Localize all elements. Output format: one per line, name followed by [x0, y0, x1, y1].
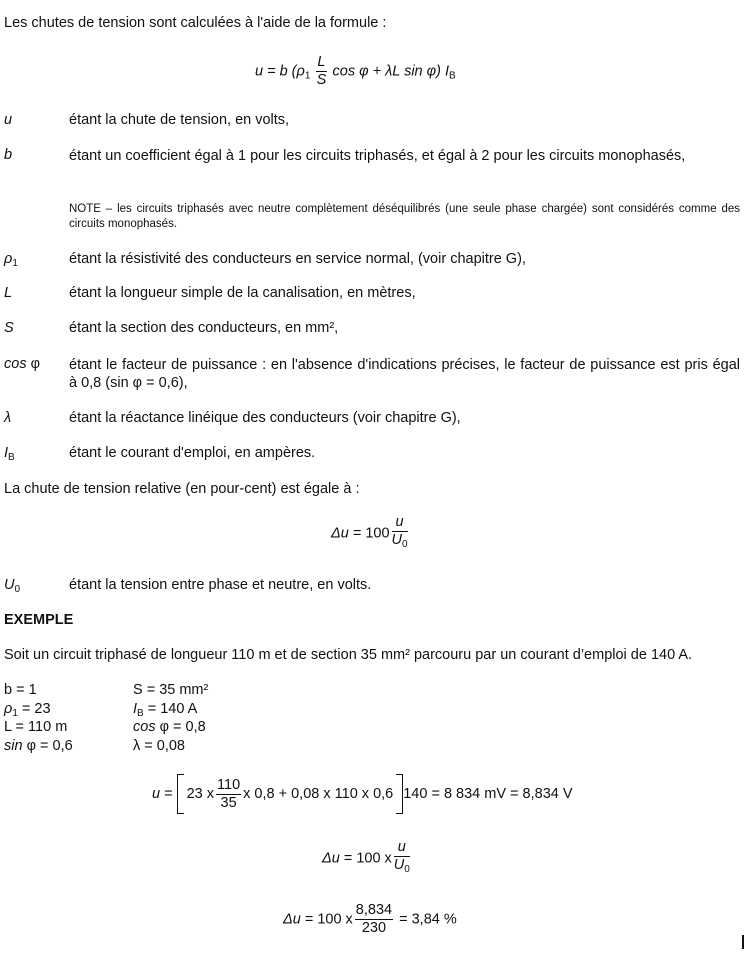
value-lambda: λ = 0,08: [133, 738, 185, 754]
symbol-b: b: [4, 147, 13, 163]
symbol-u: u: [4, 112, 13, 128]
formula-u: u = b ($\rho_1$ $\frac{L}{S}$ cos φ + λL sin φ) $I_B$: [255, 54, 456, 88]
value-cos-phi: cos φ = 0,8: [133, 719, 206, 735]
fraction-u-over-u0-example: $\frac{u}{U_0}$: [393, 839, 410, 875]
note-monophase: NOTE – les circuits triphasés avec neutre complètement déséquilibrés (une seule phase chargée) sont considérés comme des circuits monophasés.: [69, 203, 740, 230]
calc-delta-u-symbolic: Δu = 100 x $\frac{u}{U_0}$: [322, 839, 412, 878]
value-rho1: $\rho_1 = 23$: [4, 701, 51, 719]
definition-u: étant la chute de tension, en volts,: [69, 112, 290, 128]
fraction-110-over-35: $\frac{110}{35}$: [217, 776, 241, 811]
symbol-rho1: $\rho_1$: [4, 251, 18, 269]
example-statement: Soit un circuit triphasé de longueur 110 m et de section 35 mm² parcouru par un courant d’emploi de 140 A.: [4, 647, 693, 663]
fraction-l-over-s: $\frac{L}{S}$: [316, 54, 327, 88]
calc-delta-u-numeric: Δu = 100 x $\frac{8,834}{230}$ = 3,84 %: [283, 902, 457, 936]
left-bracket: [177, 774, 184, 814]
definition-lambda: étant la réactance linéique des conducteurs (voir chapitre G),: [69, 410, 461, 426]
value-S: S = 35 mm²: [133, 682, 209, 698]
relative-intro: La chute de tension relative (en pour-cent) est égale à :: [4, 481, 360, 497]
symbol-cos-phi: cos φ: [4, 356, 41, 372]
value-b: b = 1: [4, 682, 37, 698]
symbol-S: S: [4, 320, 14, 336]
calc-u: u = 23 x $\frac{110}{35}$ x 0,8 + 0,08 x 110 x 0,6 140 = 8 834 mV = 8,834 V: [152, 774, 573, 814]
definition-L: étant la longueur simple de la canalisation, en mètres,: [69, 285, 416, 301]
formula-delta-u: Δu = 100 $\frac{u}{U_0}$: [331, 514, 410, 553]
intro-text: Les chutes de tension sont calculées à l'aide de la formule :: [4, 15, 387, 31]
fraction-u-over-u0: $\frac{u}{U_0}$: [391, 514, 408, 550]
definition-cos-phi: étant le facteur de puissance : en l'absence d'indications précises, le facteur de puissance est pris égal à 0,8 (sin φ = 0,6),: [69, 357, 740, 391]
definition-S: étant la section des conducteurs, en mm²,: [69, 320, 339, 336]
definition-b: étant un coefficient égal à 1 pour les circuits triphasés, et égal à 2 pour les circuits monophasés,: [69, 148, 686, 164]
page-edge-mark: [742, 935, 744, 949]
definition-IB: étant le courant d'emploi, en ampères.: [69, 445, 316, 461]
value-IB: $I_B = 140$ A: [133, 701, 198, 719]
value-L: L = 110 m: [4, 719, 68, 735]
fraction-8834-over-230: $\frac{8,834}{230}$: [355, 902, 393, 936]
definition-U0: étant la tension entre phase et neutre, en volts.: [69, 577, 372, 593]
symbol-IB: $I_B$: [4, 445, 15, 463]
definition-rho1: étant la résistivité des conducteurs en service normal, (voir chapitre G),: [69, 251, 526, 267]
symbol-U0: $U_0$: [4, 577, 21, 595]
symbol-lambda: λ: [4, 410, 12, 426]
symbol-L: L: [4, 285, 13, 301]
example-heading: EXEMPLE: [4, 612, 74, 628]
value-sin-phi: sin φ = 0,6: [4, 738, 73, 754]
